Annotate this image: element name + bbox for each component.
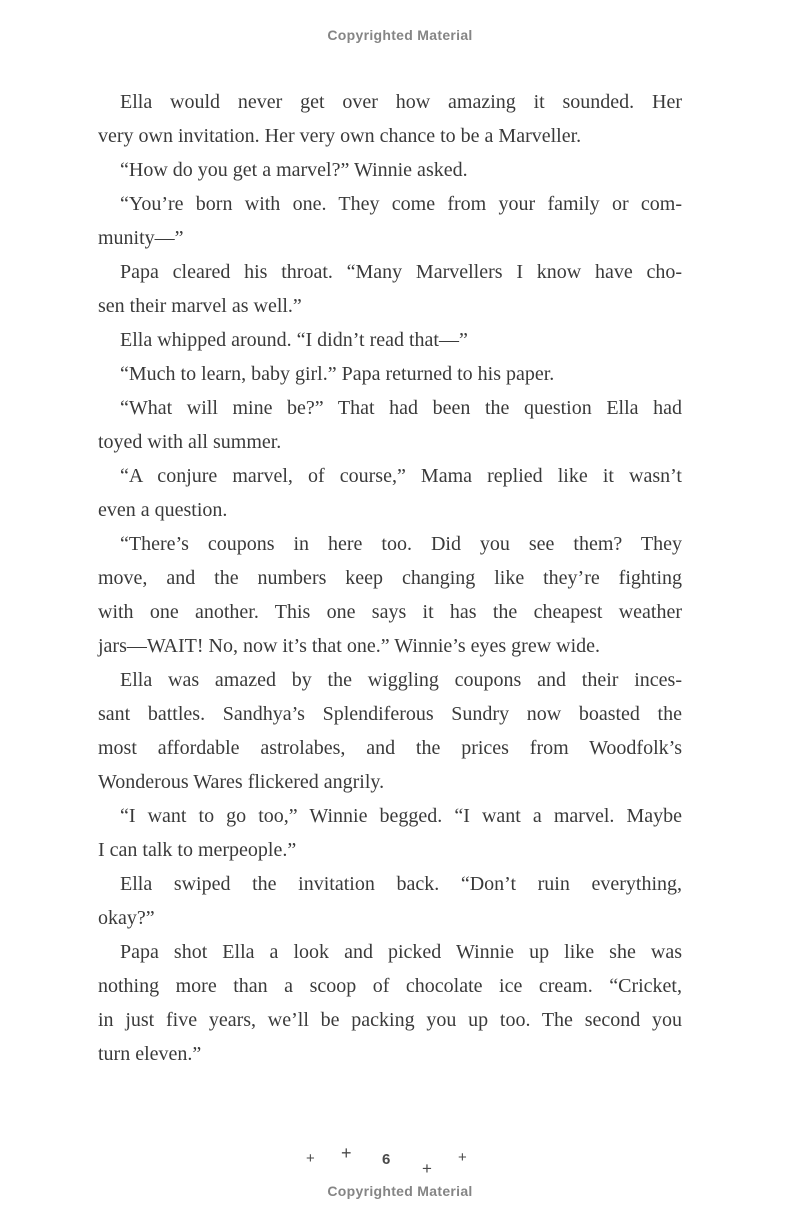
sparkle-icon: + [422,1159,432,1178]
text-line: even a question. [98,499,228,521]
copyright-notice-bottom: Copyrighted Material [327,1183,473,1199]
text-line: Papa shot Ella a look and picked Winnie up like she was [120,941,682,963]
text-line: jars—WAIT! No, now it’s that one.” Winnie’s eyes grew wide. [98,635,601,657]
text-line: Wonderous Wares flickered angrily. [98,771,385,793]
text-line: toyed with all summer. [98,431,282,453]
text-line: “I want to go too,” Winnie begged. “I want a marvel. Maybe [120,805,682,827]
page-number: 6 [382,1151,391,1168]
text-line: “You’re born with one. They come from your family or com- [120,193,682,215]
text-line: Ella whipped around. “I didn’t read that—” [120,329,468,351]
text-line: “Much to learn, baby girl.” Papa returned to his paper. [120,363,555,385]
text-line: “What will mine be?” That had been the question Ella had [120,397,682,419]
text-line: nothing more than a scoop of chocolate ice cream. “Cricket, [98,975,682,997]
sparkle-icon: + [341,1143,352,1163]
text-line: sen their marvel as well.” [98,295,302,317]
text-line: move, and the numbers keep changing like they’re fighting [98,567,682,589]
text-line: most affordable astrolabes, and the prices from Woodfolk’s [98,737,682,759]
sparkle-icon: + [458,1149,467,1166]
folio [300,1142,490,1178]
text-line: in just five years, we’ll be packing you up too. The second you [98,1009,682,1031]
body-text [98,85,682,1071]
text-line: “A conjure marvel, of course,” Mama replied like it wasn’t [120,465,682,487]
text-line: Ella was amazed by the wiggling coupons and their inces- [120,669,682,691]
text-line: “There’s coupons in here too. Did you see them? They [120,533,682,555]
text-line: very own invitation. Her very own chance to be a Marveller. [98,125,582,147]
text-line: munity—” [98,227,184,249]
text-line: with one another. This one says it has the cheapest weather [98,601,682,623]
text-line: sant battles. Sandhya’s Splendiferous Sundry now boasted the [98,703,682,725]
text-line: okay?” [98,907,155,929]
text-line: turn eleven.” [98,1043,202,1065]
copyright-notice-top: Copyrighted Material [327,27,473,43]
text-line: “How do you get a marvel?” Winnie asked. [120,159,468,181]
sparkle-icon: + [306,1150,315,1167]
text-line: Ella would never get over how amazing it sounded. Her [120,91,682,113]
text-line: Papa cleared his throat. “Many Marvellers I know have cho- [120,261,682,283]
text-line: Ella swiped the invitation back. “Don’t ruin everything, [120,873,682,895]
text-line: I can talk to merpeople.” [98,839,297,861]
